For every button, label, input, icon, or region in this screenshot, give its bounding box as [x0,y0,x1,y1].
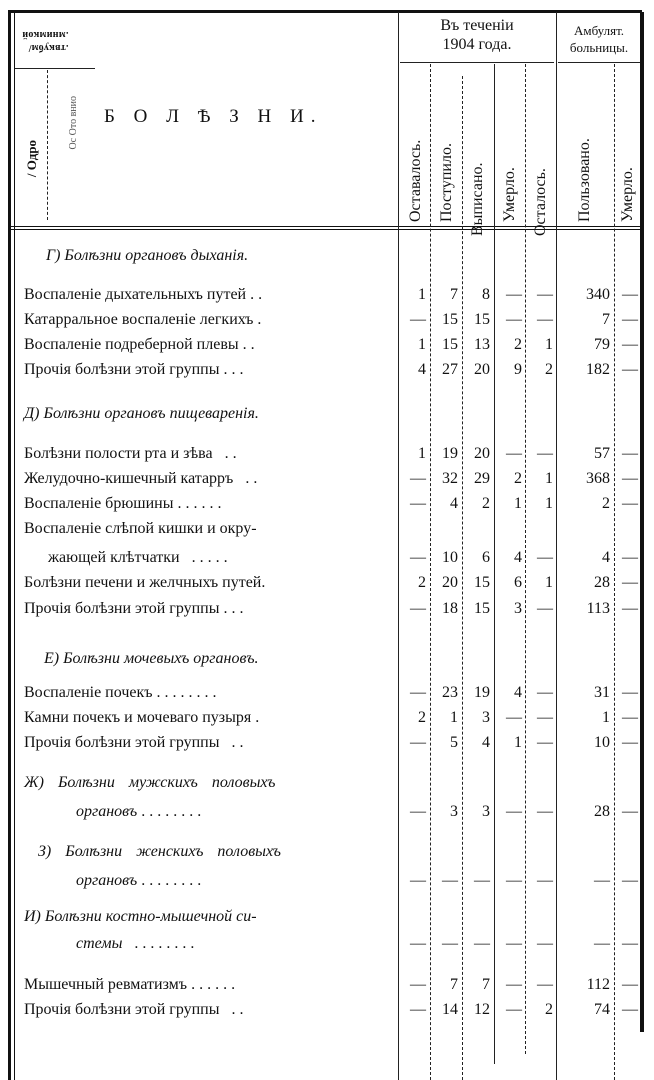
cell-amb-died: — [622,470,638,487]
section-title-respiratory: Г) Болѣзни органовъ дыханія. [46,247,249,264]
section-title-continued: стемы . . . . . . . . [76,935,195,952]
cell-amb-died: — [622,336,638,353]
cell-discharged: 3 [482,709,490,726]
cell-remained: — [537,445,553,462]
cell-died: — [506,803,522,820]
cell-remained-before: — [410,976,426,993]
cell-died: 4 [514,684,522,701]
cell-discharged: 7 [482,976,490,993]
row-label: Прочія болѣзни этой группы . . [24,734,244,751]
cell-remained-before: — [410,734,426,751]
cell-admitted: — [442,872,458,889]
cell-discharged: — [474,935,490,952]
cell-discharged: 2 [482,495,490,512]
cell-died: — [506,976,522,993]
corner-divider [15,68,95,69]
section-title-female-genital: З) Болѣзни женскихъ половыхъ [38,843,281,860]
cell-discharged: — [474,872,490,889]
col-divider [430,64,431,1080]
cell-remained: 1 [545,470,553,487]
row-label: Катарральное воспаленіе легкихъ . [24,311,262,328]
cell-admitted: 20 [442,574,458,591]
cell-remained: 2 [545,1001,553,1018]
cell-remained: — [537,684,553,701]
row-label: Болѣзни полости рта и зѣва . . [24,445,237,462]
table-border-right [640,12,644,1032]
col-divider [525,64,526,1054]
cell-admitted: 15 [442,336,458,353]
cell-died: 1 [514,734,522,751]
section-title-musculoskeletal: И) Болѣзни костно-мышечной си- [24,908,257,925]
col-divider [462,76,463,1080]
cell-remained: — [537,976,553,993]
cell-treated: 4 [602,549,610,566]
cell-amb-died: — [622,311,638,328]
cell-died: — [506,709,522,726]
cell-died: — [506,445,522,462]
cell-admitted: 19 [442,445,458,462]
cell-remained: — [537,935,553,952]
cell-amb-died: — [622,549,638,566]
group-header-during-year: Въ теченіи 1904 года. [440,17,514,53]
cell-remained-before: 4 [418,361,426,378]
row-label: Воспаленіе почекъ . . . . . . . . [24,684,217,701]
cell-remained-before: 1 [418,286,426,303]
cell-remained: — [537,311,553,328]
cell-remained-before: — [410,311,426,328]
cell-remained-before: 2 [418,709,426,726]
cell-admitted: 4 [450,495,458,512]
row-label: Прочія болѣзни этой группы . . . [24,600,244,617]
row-label: Воспаленіе брюшины . . . . . . [24,495,222,512]
cell-died: — [506,286,522,303]
cell-admitted: — [442,935,458,952]
cell-remained: 1 [545,574,553,591]
cell-remained-before: — [410,470,426,487]
cell-treated: 74 [594,1001,610,1018]
cell-discharged: 20 [474,361,490,378]
cell-discharged: 15 [474,311,490,328]
cell-amb-died: — [622,976,638,993]
table-border-left-inner [14,12,15,1080]
cell-remained: — [537,709,553,726]
cell-treated: 31 [594,684,610,701]
section-title-digestive: Д) Болѣзни органовъ пищеваренія. [24,405,259,422]
cell-treated: 2 [602,495,610,512]
row-label: Камни почекъ и мочеваго пузыря . [24,709,260,726]
col-header-remained: Осталось. [532,168,549,236]
cell-remained: — [537,734,553,751]
cell-remained: 1 [545,495,553,512]
cell-treated: 113 [586,600,610,617]
cell-remained-before: — [410,684,426,701]
col-header-died: Умерло. [501,167,518,222]
cell-admitted: 10 [442,549,458,566]
row-label-continued: жающей клѣтчатки . . . . . [48,549,228,566]
cell-amb-died: — [622,574,638,591]
cell-discharged: 15 [474,574,490,591]
cell-died: 9 [514,361,522,378]
cell-amb-died: — [622,803,638,820]
cell-treated: 340 [586,286,610,303]
cell-admitted: 7 [450,976,458,993]
group-divider [400,62,554,63]
cell-died: — [506,311,522,328]
page-title: Б О Л Ѣ З Н И. [104,106,323,127]
cell-treated: 28 [594,803,610,820]
cell-admitted: 5 [450,734,458,751]
row-label: Прочія болѣзни этой группы . . . [24,361,244,378]
cell-amb-died: — [622,445,638,462]
cell-amb-died: — [622,495,638,512]
cell-discharged: 3 [482,803,490,820]
row-label: Желудочно-кишечный катарръ . . [24,470,258,487]
corner-rotated-label-faint: Ос Ото внио [68,96,79,150]
table-border-top [8,10,642,13]
cell-admitted: 15 [442,311,458,328]
cell-admitted: 27 [442,361,458,378]
cell-remained: 2 [545,361,553,378]
section-title-urinary: Е) Болѣзни мочевыхъ органовъ. [44,650,259,667]
col-header-treated: Пользовано. [576,138,593,222]
cell-remained-before: — [410,872,426,889]
cell-remained: — [537,600,553,617]
cell-amb-died: — [622,709,638,726]
corner-rotated-label: / Одро [24,140,39,178]
row-label: Воспаленіе дыхательныхъ путей . . [24,286,263,303]
col-header-amb-died: Умерло. [619,167,636,222]
cell-remained-before: — [410,1001,426,1018]
cell-remained: — [537,872,553,889]
cell-discharged: 20 [474,445,490,462]
cell-amb-died: — [622,1001,638,1018]
col-header-admitted: Поступило. [438,143,455,222]
cell-discharged: 15 [474,600,490,617]
cell-admitted: 1 [450,709,458,726]
cell-treated: 112 [586,976,610,993]
col-header-remained-before: Оставалось. [407,139,424,222]
cell-amb-died: — [622,286,638,303]
cell-treated: — [594,872,610,889]
row-label: Воспаленіе подреберной плевы . . [24,336,255,353]
cell-remained-before: 1 [418,336,426,353]
cell-discharged: 6 [482,549,490,566]
cell-treated: 1 [602,709,610,726]
cell-treated: 28 [594,574,610,591]
cell-admitted: 3 [450,803,458,820]
cell-admitted: 7 [450,286,458,303]
cell-amb-died: — [622,600,638,617]
cell-died: 4 [514,549,522,566]
cell-died: — [506,1001,522,1018]
cell-amb-died: — [622,734,638,751]
cell-treated: 7 [602,311,610,328]
cell-remained-before: — [410,495,426,512]
section-title-continued: органовъ . . . . . . . . [76,872,202,889]
col-divider [398,12,399,1080]
cell-amb-died: — [622,684,638,701]
cell-remained: — [537,549,553,566]
cell-treated: 10 [594,734,610,751]
cell-discharged: 12 [474,1001,490,1018]
corner-col-divider [47,70,48,220]
cell-treated: 57 [594,445,610,462]
col-divider [614,64,615,1080]
section-title-continued: органовъ . . . . . . . . [76,803,202,820]
section-title-male-genital: Ж) Болѣзни мужскихъ половыхъ [24,774,276,791]
cell-died: 2 [514,336,522,353]
cell-remained-before: — [410,549,426,566]
cell-discharged: 13 [474,336,490,353]
col-header-discharged: Выписано. [469,162,486,236]
cell-amb-died: — [622,935,638,952]
cell-died: 6 [514,574,522,591]
cell-remained: — [537,803,553,820]
cell-treated: 368 [586,470,610,487]
cell-died: — [506,872,522,889]
row-label: Болѣзни печени и желчныхъ путей. [24,574,266,591]
cell-remained-before: 2 [418,574,426,591]
cell-discharged: 29 [474,470,490,487]
cell-discharged: 8 [482,286,490,303]
cell-treated: 182 [586,361,610,378]
table-border-left [8,12,11,1080]
cell-admitted: 32 [442,470,458,487]
cell-died: 1 [514,495,522,512]
cell-died: 3 [514,600,522,617]
group-divider [558,62,640,63]
cell-remained-before: — [410,600,426,617]
row-label: Прочія болѣзни этой группы . . [24,1001,244,1018]
cell-discharged: 19 [474,684,490,701]
cell-admitted: 14 [442,1001,458,1018]
cell-remained-before: — [410,935,426,952]
cell-remained: — [537,286,553,303]
cell-died: — [506,935,522,952]
cell-admitted: 18 [442,600,458,617]
col-divider [556,12,557,1080]
cell-admitted: 23 [442,684,458,701]
cell-amb-died: — [622,361,638,378]
cell-discharged: 4 [482,734,490,751]
cell-treated: — [594,935,610,952]
cell-remained: 1 [545,336,553,353]
cell-remained-before: 1 [418,445,426,462]
cell-remained-before: — [410,803,426,820]
cell-amb-died: — [622,872,638,889]
cell-treated: 79 [594,336,610,353]
col-divider [494,64,495,1064]
row-label: Воспаленіе слѣпой кишки и окру- [24,520,257,537]
corner-header-inverted: .твкубм/ .мнимкой [22,29,69,53]
row-label: Мышечный ревматизмъ . . . . . . [24,976,236,993]
cell-died: 2 [514,470,522,487]
group-header-ambulatory: Амбулят. больницы. [569,23,629,55]
